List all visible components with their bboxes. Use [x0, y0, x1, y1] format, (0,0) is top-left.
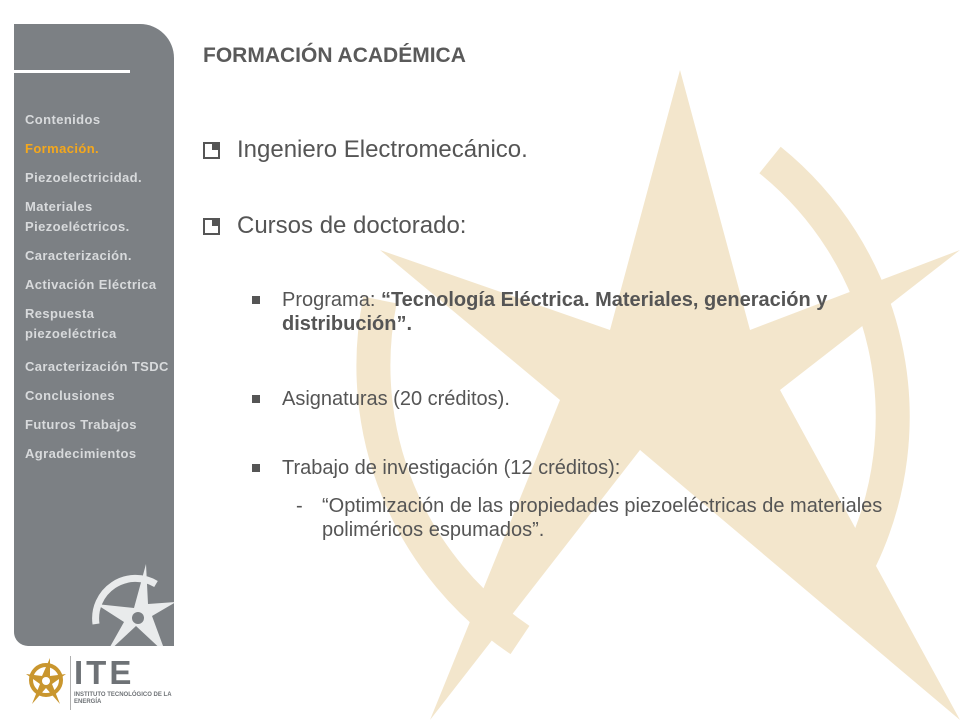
sidebar-item-conclusiones[interactable]: Conclusiones [25, 388, 116, 403]
sidebar-item-materiales[interactable]: Materiales Piezoeléctricos. [25, 199, 130, 234]
sidebar-item-agradecimientos[interactable]: Agradecimientos [25, 446, 137, 461]
sidebar [14, 24, 174, 646]
sidebar-divider [14, 70, 130, 73]
programa-name: “Tecnología Eléctrica. Materiales, generación y distribución”. [282, 289, 828, 335]
logo-divider [70, 656, 71, 710]
programa-label: Programa: [282, 289, 381, 311]
filled-square-icon [252, 296, 260, 304]
sub-bullet-text: Asignaturas (20 créditos). [282, 388, 510, 410]
sidebar-item-formacion[interactable]: Formación. [25, 141, 100, 156]
sidebar-item-tsdc[interactable]: Caracterización TSDC [25, 359, 169, 374]
sidebar-item-futuros[interactable]: Futuros Trabajos [25, 417, 137, 432]
sub-sub-bullet-text: “Optimización de las propiedades piezoeléctricas de materiales poliméricos espumados”. [322, 495, 883, 541]
sidebar-item-activacion[interactable]: Activación Eléctrica [25, 277, 157, 292]
bullet-text: Cursos de doctorado: [237, 212, 467, 239]
ite-emblem-icon [26, 658, 66, 704]
logo-wordmark: ITE [74, 654, 135, 691]
filled-square-icon [252, 464, 260, 472]
dash-marker: - [296, 495, 303, 517]
sub-bullet-text: Trabajo de investigación (12 créditos): [282, 457, 621, 479]
bullet-item-cursos [203, 212, 466, 240]
ite-logo [26, 656, 176, 716]
square-corner-icon [203, 218, 220, 235]
sidebar-item-piezoelectricidad[interactable]: Piezoelectricidad. [25, 170, 143, 185]
sub-bullet-text [282, 288, 862, 336]
sidebar-item-caracterizacion[interactable]: Caracterización. [25, 248, 132, 263]
sidebar-nav [25, 110, 173, 464]
bullet-item-ingeniero [203, 136, 528, 164]
sidebar-item-respuesta[interactable]: Respuesta piezoeléctrica [25, 306, 117, 341]
sidebar-item-contenidos[interactable]: Contenidos [25, 112, 101, 127]
logo-subtitle: INSTITUTO TECNOLÓGICO DE LA ENERGÍA [74, 692, 172, 705]
bullet-text: Ingeniero Electromecánico. [237, 136, 528, 163]
page-title: FORMACIÓN ACADÉMICA [203, 44, 466, 67]
compass-star-icon [86, 564, 174, 646]
square-corner-icon [203, 142, 220, 159]
filled-square-icon [252, 395, 260, 403]
